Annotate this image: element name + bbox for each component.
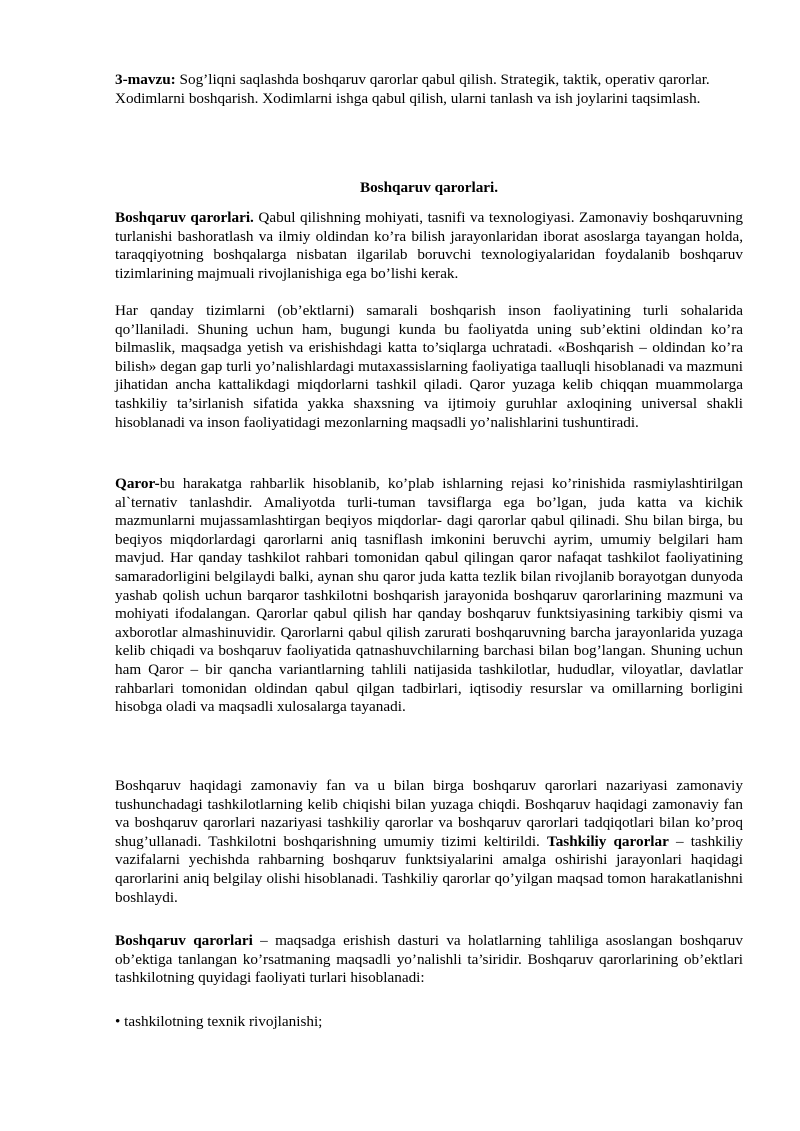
bullet-item bbox=[115, 1013, 743, 1032]
topic-text: Sog’liqni saqlashda boshqaruv qarorlar qabul qilish. Strategik, taktik, operativ qarorlar. Xodimlarni boshqarish. Xodimlarni ishga qabul qilish, ularni tanlash va ish joylarini taqsimlash. bbox=[115, 71, 710, 107]
topic-line bbox=[115, 71, 743, 108]
paragraph-lead: Qaror- bbox=[115, 475, 160, 492]
paragraph-decision bbox=[115, 475, 743, 717]
paragraph-lead: Boshqaruv qarorlari bbox=[115, 932, 253, 949]
paragraph-lead: Boshqaruv qarorlari. bbox=[115, 209, 254, 226]
paragraph-text: – maqsadga erishish dasturi va holatlarning tahliliga asoslangan boshqaruv ob’ektiga tanlangan ko’rsatmaning maqsadli yo’nalishli ta’siridir. Boshqaruv qarorlarining ob’ektlari tashkilotning quyidagi faoliyati turlari hisoblanadi: bbox=[115, 932, 743, 987]
bullet-text: • tashkilotning texnik rivojlanishi; bbox=[115, 1013, 323, 1030]
paragraph-management-decisions bbox=[115, 932, 743, 988]
paragraph-text: Boshqaruv haqidagi zamonaviy fan va u bilan birga boshqaruv qarorlari nazariyasi zamonaviy tushunchadagi tashkilotlarning kelib chiqishi bilan yuzaga chiqdi. Boshqaruv haqidagi zamonaviy fan va boshqaruv qarorlari nazariyasi tashkiliy qarorlar va boshqaruv qarorlari tadqiqotlari bilan ko’proq shug’ullanadi. Tashkilotni boshqarishning umumiy tizimi keltirildi. bbox=[115, 777, 743, 850]
paragraph-systems bbox=[115, 302, 743, 432]
paragraph-text: Har qanday tizimlarni (ob’ektlarni) samarali boshqarish inson faoliyatining turli sohalarida qo’llaniladi. Shuning uchun ham, bugungi kunda bu faoliyatda uning sub’ektini oldindan ko’ra bilmaslik, maqsadga yetish va erishishdagi katta to’siqlarga uchratadi. «Boshqarish – oldindan ko’ra bilish» degan gap turli yo’nalishlardagi mutaxassislarning faoliyatiga taalluqli hisoblanadi va mazmuni jihatidan ancha kattalikdagi miqdorlarni tashkil qiladi. Qaror yuzaga kelib chiqqan muammolarga tashkiliy ta’sirlanish sifatida yakka shaxsning va ijtimoiy guruhlar axloqining universal shakli hisoblanadi va inson faoliyatidagi mezonlarning maqsadli yo’nalishlarini tushuntiradi. bbox=[115, 302, 743, 431]
paragraph-science bbox=[115, 777, 743, 907]
paragraph-text: bu harakatga rahbarlik hisoblanib, ko’plab ishlarning rejasi ko’rinishida rasmiylashtirilgan al`ternativ tanlashdir. Amaliyotda turli-tuman tavsiflarga ega bo’lgan, juda katta va kichik mazmunlarni mujassamlashtirgan beqiyos miqdorlar- dagi qarorlar qabul qilinadi. Shu bilan birga, bu beqiyos miqdorlardagi qarorlarni aniq tasniflash imkonini beruvchi ayrim, umumiy belgilari ham mavjud. Har qanday tashkilot rahbari tomonidan qabul qilingan qaror nafaqat tashkilot faoliyatining samaradorligini belgilaydi balki, aynan shu qaror juda katta tezlik bilan rivojlanib borayotgan dunyoda yashab qolish uchun barqaror tashkilotni boshqarish jarayonida boshqaruv qarorlarining mazmuni va mohiyati ifodalangan. Qarorlar qabul qilish har qanday boshqaruv funktsiyasining tarkibiy qismi va axborotlar almashinuvidir. Qarorlarni qabul qilish zarurati boshqaruvning barcha jarayonlarida yuzaga kelib chiqadi va boshqaruv faoliyatida qatnashuvchilarning barchasi bilan bog’langan. Shuning uchun ham Qaror – bir qancha variantlarning tahlili natijasida tashkilotlar, hududlar, viloyatlar, davlatlar rahbarlari tomonidan oldindan qabul qilgan tadbirlari, iqtisodiy resurslar va omillarning borligini hisobga oladi va maqsadli xulosalarga tayanadi. bbox=[115, 475, 743, 716]
paragraph-definition bbox=[115, 209, 743, 283]
section-heading: Boshqaruv qarorlari. bbox=[359, 179, 499, 196]
topic-label: 3-mavzu: bbox=[115, 71, 176, 88]
paragraph-bold-term: Tashkiliy qarorlar bbox=[546, 832, 669, 850]
paragraph-text: Qabul qilishning mohiyati, tasnifi va texnologiyasi. Zamonaviy boshqaruvning turlanishi bashoratlash va ilmiy oldindan ko’ra bilish jarayonlaridan iborat asoslarga tayangan holda, taraqqiyotning boshqalarga nisbatan ilgarilab boruvchi texnologiyalaridan foydalanib boshqaruv tizimlarining majmuali rivojlanishiga ega bo’lishi kerak. bbox=[115, 209, 743, 282]
paragraph-text-after: – tashkiliy vazifalarni yechishda rahbarning boshqaruv funktsiyalarini amalga oshirishi jarayonlari haqidagi qarorlarini aniq belgilay olishi hisoblanadi. Tashkiliy qarorlar qo’yilgan maqsad tomon harakatlanishni boshlaydi. bbox=[115, 832, 744, 906]
